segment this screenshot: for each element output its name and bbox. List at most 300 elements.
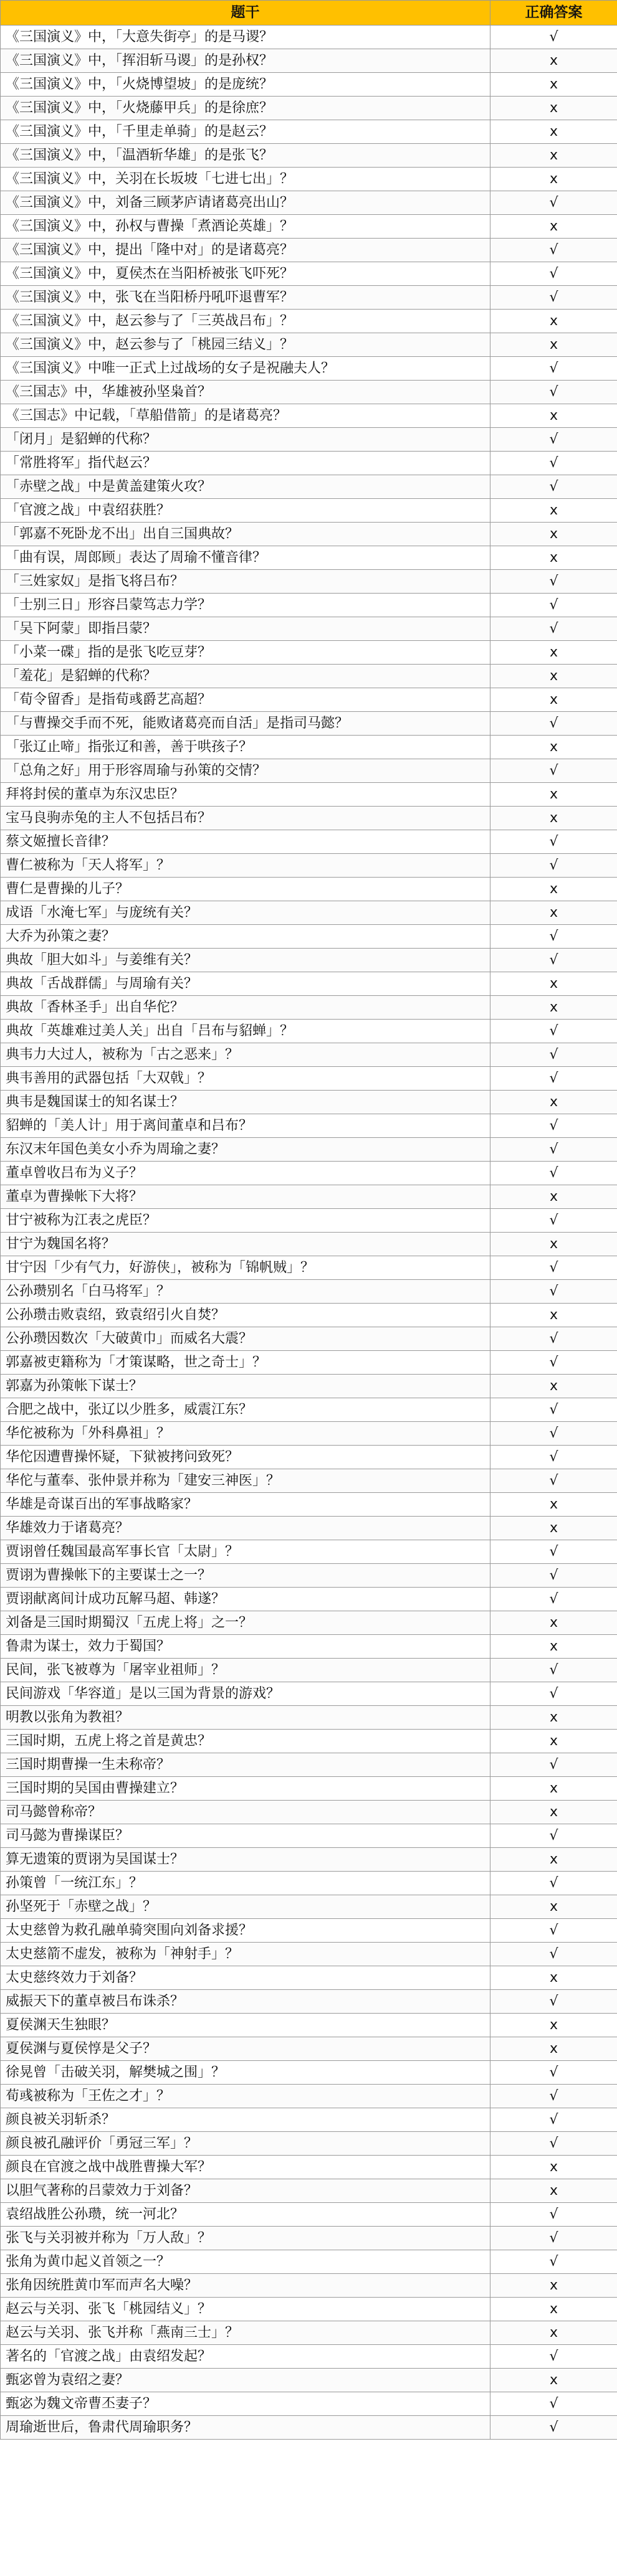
- question-cell: 典故「胆大如斗」与姜维有关？: [1, 949, 490, 972]
- question-cell: 「士别三日」形容吕蒙笃志力学？: [1, 594, 490, 617]
- question-cell: 明教以张角为教祖？: [1, 1706, 490, 1730]
- table-row: [1, 594, 617, 617]
- table-row: [1, 1848, 617, 1872]
- question-cell: 《三国志》中记载，「草船借箭」的是诸葛亮？: [1, 404, 490, 428]
- question-cell: 颜良被关羽斩杀？: [1, 2108, 490, 2132]
- answer-cell: x: [490, 2321, 617, 2345]
- table-row: [1, 2061, 617, 2085]
- question-cell: 著名的「官渡之战」由袁绍发起？: [1, 2345, 490, 2369]
- table-row: [1, 144, 617, 168]
- answer-cell: x: [490, 996, 617, 1020]
- answer-cell: √: [490, 26, 617, 49]
- answer-cell: x: [490, 1635, 617, 1659]
- table-row: [1, 452, 617, 475]
- table-row: [1, 381, 617, 404]
- answer-cell: √: [490, 239, 617, 262]
- answer-cell: √: [490, 617, 617, 641]
- question-cell: 「荀令留香」是指荀彧爵艺高超？: [1, 688, 490, 712]
- table-row: [1, 1659, 617, 1682]
- answer-cell: √: [490, 1469, 617, 1493]
- table-row: [1, 404, 617, 428]
- table-row: [1, 1398, 617, 1422]
- question-cell: 甄宓为魏文帝曹丕妻子？: [1, 2392, 490, 2416]
- table-row: [1, 1351, 617, 1375]
- table-row: [1, 2014, 617, 2037]
- table-row: [1, 2250, 617, 2274]
- question-cell: 甄宓曾为袁绍之妻？: [1, 2369, 490, 2392]
- question-cell: 颜良被孔融评价「勇冠三军」？: [1, 2132, 490, 2156]
- table-row: [1, 878, 617, 901]
- table-row: [1, 949, 617, 972]
- table-row: [1, 215, 617, 239]
- table-row: [1, 1185, 617, 1209]
- question-cell: 公孙瓒因数次「大破黄巾」而威名大震？: [1, 1327, 490, 1351]
- answer-cell: √: [490, 1564, 617, 1588]
- table-row: [1, 2156, 617, 2179]
- question-cell: 「闭月」是貂蝉的代称？: [1, 428, 490, 452]
- table-row: [1, 2085, 617, 2108]
- question-cell: 公孙瓒击败袁绍，致袁绍引火自焚？: [1, 1304, 490, 1327]
- question-cell: 《三国演义》中，刘备三顾茅庐请诸葛亮出山？: [1, 191, 490, 215]
- question-cell: 「常胜将军」指代赵云？: [1, 452, 490, 475]
- question-cell: 《三国演义》中，孙权与曹操「煮酒论英雄」？: [1, 215, 490, 239]
- answer-cell: √: [490, 2416, 617, 2440]
- question-cell: 《三国演义》中，「火烧博望坡」的是庞统？: [1, 73, 490, 97]
- question-cell: 威振天下的董卓被吕布诛杀？: [1, 1990, 490, 2014]
- answer-cell: √: [490, 381, 617, 404]
- question-cell: 贾诩献离间计成功瓦解马超、韩遂？: [1, 1588, 490, 1611]
- answer-cell: √: [490, 1209, 617, 1233]
- answer-cell: x: [490, 49, 617, 73]
- table-row: [1, 26, 617, 49]
- answer-cell: √: [490, 2085, 617, 2108]
- answer-cell: x: [490, 2037, 617, 2061]
- table-row: [1, 1162, 617, 1185]
- question-cell: 《三国演义》中唯一正式上过战场的女子是祝融夫人？: [1, 357, 490, 381]
- answer-cell: √: [490, 262, 617, 286]
- answer-cell: √: [490, 1067, 617, 1091]
- answer-cell: √: [490, 1682, 617, 1706]
- table-row: [1, 286, 617, 310]
- table-row: [1, 972, 617, 996]
- question-cell: 《三国演义》中，「温酒斩华雄」的是张飞？: [1, 144, 490, 168]
- table-row: [1, 2132, 617, 2156]
- answer-cell: x: [490, 523, 617, 546]
- answer-cell: √: [490, 1919, 617, 1943]
- table-row: [1, 1493, 617, 1517]
- table-row: [1, 712, 617, 736]
- question-cell: 东汉末年国色美女小乔为周瑜之妻？: [1, 1138, 490, 1162]
- table-row: [1, 641, 617, 665]
- answer-cell: √: [490, 191, 617, 215]
- question-cell: 曹仁是曹操的儿子？: [1, 878, 490, 901]
- answer-cell: x: [490, 73, 617, 97]
- question-cell: 刘备是三国时期蜀汉「五虎上将」之一？: [1, 1611, 490, 1635]
- table-row: [1, 854, 617, 878]
- table-row: [1, 357, 617, 381]
- table-row: [1, 1943, 617, 1966]
- question-cell: 典故「英雄难过美人关」出自「吕布与貂蝉」？: [1, 1020, 490, 1043]
- question-cell: 郭嘉为孙策帐下谋士？: [1, 1375, 490, 1398]
- table-row: [1, 1067, 617, 1091]
- table-row: [1, 570, 617, 594]
- question-cell: 张角因统胜黄巾军而声名大噪？: [1, 2274, 490, 2298]
- question-cell: 《三国志》中，华雄被孙坚枭首？: [1, 381, 490, 404]
- answer-cell: x: [490, 2369, 617, 2392]
- answer-cell: x: [490, 2298, 617, 2321]
- table-row: [1, 1895, 617, 1919]
- table-row: [1, 830, 617, 854]
- answer-cell: √: [490, 1540, 617, 1564]
- answer-cell: √: [490, 1280, 617, 1304]
- answer-cell: x: [490, 1185, 617, 1209]
- question-cell: 「郭嘉不死卧龙不出」出自三国典故？: [1, 523, 490, 546]
- answer-cell: x: [490, 736, 617, 759]
- table-row: [1, 1564, 617, 1588]
- table-row: [1, 1043, 617, 1067]
- answer-cell: x: [490, 1517, 617, 1540]
- question-cell: 太史慈终效力于刘备？: [1, 1966, 490, 1990]
- question-cell: 太史慈曾为救孔融单骑突围向刘备求援？: [1, 1919, 490, 1943]
- answer-cell: √: [490, 2392, 617, 2416]
- question-cell: 典韦力大过人，被称为「古之恶来」？: [1, 1043, 490, 1067]
- answer-cell: √: [490, 2203, 617, 2227]
- question-cell: 《三国演义》中，「火烧藤甲兵」的是徐庶？: [1, 97, 490, 120]
- header-row: [1, 1, 617, 26]
- table-row: [1, 49, 617, 73]
- question-cell: 「赤壁之战」中是黄盖建策火攻？: [1, 475, 490, 499]
- question-cell: 三国时期曹操一生未称帝？: [1, 1753, 490, 1777]
- answer-cell: x: [490, 546, 617, 570]
- question-cell: 貂蝉的「美人计」用于离间董卓和吕布？: [1, 1114, 490, 1138]
- question-cell: 孙坚死于「赤壁之战」？: [1, 1895, 490, 1919]
- table-row: [1, 1611, 617, 1635]
- question-cell: 荀彧被称为「王佐之才」？: [1, 2085, 490, 2108]
- table-row: [1, 1375, 617, 1398]
- table-row: [1, 1280, 617, 1304]
- table-row: [1, 1682, 617, 1706]
- question-cell: 太史慈箭不虚发，被称为「神射手」？: [1, 1943, 490, 1966]
- answer-cell: x: [490, 783, 617, 807]
- answer-cell: √: [490, 2250, 617, 2274]
- answer-cell: √: [490, 2345, 617, 2369]
- question-cell: 孙策曾「一统江东」？: [1, 1872, 490, 1895]
- table-row: [1, 1469, 617, 1493]
- table-row: [1, 617, 617, 641]
- answer-cell: √: [490, 1327, 617, 1351]
- answer-cell: x: [490, 144, 617, 168]
- table-row: [1, 191, 617, 215]
- answer-cell: √: [490, 1588, 617, 1611]
- question-cell: 以胆气著称的吕蒙效力于刘备？: [1, 2179, 490, 2203]
- question-cell: 三国时期，五虎上将之首是黄忠？: [1, 1730, 490, 1753]
- question-cell: 司马懿为曹操谋臣？: [1, 1824, 490, 1848]
- answer-cell: x: [490, 1801, 617, 1824]
- answer-cell: √: [490, 2227, 617, 2250]
- answer-cell: x: [490, 1848, 617, 1872]
- answer-cell: √: [490, 759, 617, 783]
- answer-cell: √: [490, 1138, 617, 1162]
- question-cell: 《三国演义》中，张飞在当阳桥丹吼吓退曹军？: [1, 286, 490, 310]
- answer-cell: x: [490, 1304, 617, 1327]
- answer-cell: x: [490, 2156, 617, 2179]
- question-cell: 「张辽止啼」指张辽和善，善于哄孩子？: [1, 736, 490, 759]
- table-row: [1, 1327, 617, 1351]
- question-cell: 袁绍战胜公孙瓒，统一河北？: [1, 2203, 490, 2227]
- table-row: [1, 546, 617, 570]
- answer-cell: √: [490, 1753, 617, 1777]
- table-row: [1, 1588, 617, 1611]
- question-cell: 华雄效力于诸葛亮？: [1, 1517, 490, 1540]
- question-cell: 典韦善用的武器包括「大双戟」？: [1, 1067, 490, 1091]
- question-cell: 《三国演义》中，关羽在长坂坡「七进七出」？: [1, 168, 490, 191]
- answer-cell: √: [490, 1398, 617, 1422]
- table-row: [1, 1990, 617, 2014]
- table-row: [1, 262, 617, 286]
- answer-cell: √: [490, 1990, 617, 2014]
- answer-cell: x: [490, 168, 617, 191]
- question-cell: 「官渡之战」中袁绍获胜？: [1, 499, 490, 523]
- table-row: [1, 73, 617, 97]
- table-row: [1, 1256, 617, 1280]
- answer-cell: √: [490, 925, 617, 949]
- question-cell: 「三姓家奴」是指飞将吕布？: [1, 570, 490, 594]
- question-cell: 周瑜逝世后，鲁肃代周瑜职务？: [1, 2416, 490, 2440]
- answer-cell: √: [490, 1659, 617, 1682]
- table-row: [1, 2203, 617, 2227]
- question-cell: 「小菜一碟」指的是张飞吃豆芽？: [1, 641, 490, 665]
- question-cell: 民间，张飞被尊为「屠宰业祖师」？: [1, 1659, 490, 1682]
- answer-cell: x: [490, 2179, 617, 2203]
- question-cell: 张角为黄巾起义首领之一？: [1, 2250, 490, 2274]
- table-row: [1, 2274, 617, 2298]
- table-row: [1, 1304, 617, 1327]
- question-cell: 华佗与董奉、张仲景并称为「建安三神医」？: [1, 1469, 490, 1493]
- table-row: [1, 2345, 617, 2369]
- answer-cell: x: [490, 641, 617, 665]
- table-header: [1, 1, 617, 26]
- answer-cell: √: [490, 428, 617, 452]
- table-row: [1, 2298, 617, 2321]
- table-row: [1, 1706, 617, 1730]
- question-cell: 《三国演义》中，赵云参与了「桃园三结义」？: [1, 333, 490, 357]
- answer-cell: √: [490, 1114, 617, 1138]
- question-cell: 「总角之好」用于形容周瑜与孙策的交情？: [1, 759, 490, 783]
- answer-cell: √: [490, 830, 617, 854]
- table-row: [1, 1919, 617, 1943]
- answer-cell: x: [490, 97, 617, 120]
- question-cell: 大乔为孙策之妻？: [1, 925, 490, 949]
- answer-cell: √: [490, 452, 617, 475]
- question-cell: 《三国演义》中，「千里走单骑」的是赵云？: [1, 120, 490, 144]
- table-row: [1, 1091, 617, 1114]
- table-row: [1, 1114, 617, 1138]
- table-row: [1, 239, 617, 262]
- answer-cell: √: [490, 594, 617, 617]
- answer-cell: x: [490, 1091, 617, 1114]
- question-cell: 「曲有误，周郎顾」表达了周瑜不懂音律？: [1, 546, 490, 570]
- question-cell: 典故「舌战群儒」与周瑜有关？: [1, 972, 490, 996]
- answer-cell: √: [490, 1351, 617, 1375]
- answer-cell: x: [490, 215, 617, 239]
- table-row: [1, 1801, 617, 1824]
- question-cell: 典韦是魏国谋士的知名谋士？: [1, 1091, 490, 1114]
- table-row: [1, 1020, 617, 1043]
- answer-cell: x: [490, 499, 617, 523]
- question-cell: 徐晃曾「击破关羽，解樊城之围」？: [1, 2061, 490, 2085]
- question-cell: 甘宁被称为江表之虎臣？: [1, 1209, 490, 1233]
- answer-cell: √: [490, 475, 617, 499]
- table-row: [1, 1966, 617, 1990]
- table-row: [1, 1824, 617, 1848]
- question-cell: 三国时期的吴国由曹操建立？: [1, 1777, 490, 1801]
- table-row: [1, 428, 617, 452]
- answer-cell: √: [490, 2108, 617, 2132]
- answer-cell: √: [490, 712, 617, 736]
- table-row: [1, 333, 617, 357]
- answer-cell: √: [490, 854, 617, 878]
- answer-cell: x: [490, 1895, 617, 1919]
- question-cell: 宝马良驹赤兔的主人不包括吕布？: [1, 807, 490, 830]
- question-cell: 典故「香林圣手」出自华佗？: [1, 996, 490, 1020]
- answer-cell: x: [490, 665, 617, 688]
- answer-cell: √: [490, 1943, 617, 1966]
- question-cell: 公孙瓒别名「白马将军」？: [1, 1280, 490, 1304]
- question-cell: 华佗因遭曹操怀疑，下狱被拷问致死？: [1, 1446, 490, 1469]
- answer-cell: √: [490, 570, 617, 594]
- question-cell: 华佗被称为「外科鼻祖」？: [1, 1422, 490, 1446]
- question-cell: 夏侯渊与夏侯惇是父子？: [1, 2037, 490, 2061]
- table-row: [1, 759, 617, 783]
- question-cell: 张飞与关羽被并称为「万人敌」？: [1, 2227, 490, 2250]
- question-cell: 夏侯渊天生独眼？: [1, 2014, 490, 2037]
- answer-cell: x: [490, 404, 617, 428]
- question-cell: 算无遗策的贾诩为吴国谋士？: [1, 1848, 490, 1872]
- answer-cell: √: [490, 286, 617, 310]
- answer-cell: √: [490, 2132, 617, 2156]
- table-row: [1, 2108, 617, 2132]
- table-row: [1, 807, 617, 830]
- table-row: [1, 1422, 617, 1446]
- answer-cell: √: [490, 1872, 617, 1895]
- question-cell: 司马懿曾称帝？: [1, 1801, 490, 1824]
- question-cell: 曹仁被称为「天人将军」？: [1, 854, 490, 878]
- table-row: [1, 1209, 617, 1233]
- question-cell: 董卓曾收吕布为义子？: [1, 1162, 490, 1185]
- table-row: [1, 1138, 617, 1162]
- question-cell: 《三国演义》中，「挥泪斩马谡」的是孙权？: [1, 49, 490, 73]
- answer-cell: x: [490, 1611, 617, 1635]
- question-cell: 董卓为曹操帐下大将？: [1, 1185, 490, 1209]
- table-row: [1, 1730, 617, 1753]
- question-cell: 贾诩为曹操帐下的主要谋士之一？: [1, 1564, 490, 1588]
- answer-cell: √: [490, 1162, 617, 1185]
- table-row: [1, 1446, 617, 1469]
- question-cell: 蔡文姬擅长音律？: [1, 830, 490, 854]
- question-cell: 《三国演义》中，赵云参与了「三英战吕布」？: [1, 310, 490, 333]
- table-row: [1, 2179, 617, 2203]
- question-cell: 鲁肃为谋士，效力于蜀国？: [1, 1635, 490, 1659]
- answer-cell: x: [490, 333, 617, 357]
- answer-cell: x: [490, 972, 617, 996]
- table-row: [1, 97, 617, 120]
- table-body: [1, 26, 617, 2440]
- table-row: [1, 736, 617, 759]
- question-cell: 赵云与关羽、张飞并称「燕南三士」？: [1, 2321, 490, 2345]
- question-cell: 「与曹操交手而不死，能败诸葛亮而自活」是指司马懿？: [1, 712, 490, 736]
- answer-cell: x: [490, 878, 617, 901]
- table-row: [1, 2369, 617, 2392]
- answer-cell: √: [490, 357, 617, 381]
- table-row: [1, 1635, 617, 1659]
- question-cell: 《三国演义》中，夏侯杰在当阳桥被张飞吓死？: [1, 262, 490, 286]
- answer-cell: x: [490, 2014, 617, 2037]
- table-row: [1, 901, 617, 925]
- table-row: [1, 1233, 617, 1256]
- answer-cell: √: [490, 2061, 617, 2085]
- table-row: [1, 1540, 617, 1564]
- table-row: [1, 120, 617, 144]
- table-row: [1, 925, 617, 949]
- table-row: [1, 1777, 617, 1801]
- question-cell: 甘宁因「少有气力，好游侠」，被称为「锦帆贼」？: [1, 1256, 490, 1280]
- table-row: [1, 688, 617, 712]
- question-cell: 成语「水淹七军」与庞统有关？: [1, 901, 490, 925]
- table-row: [1, 523, 617, 546]
- answer-cell: x: [490, 1493, 617, 1517]
- answer-cell: x: [490, 1375, 617, 1398]
- question-cell: 拜将封侯的董卓为东汉忠臣？: [1, 783, 490, 807]
- answer-cell: x: [490, 901, 617, 925]
- question-cell: 贾诩曾任魏国最高军事长官「太尉」？: [1, 1540, 490, 1564]
- answer-cell: x: [490, 120, 617, 144]
- question-cell: 甘宁为魏国名将？: [1, 1233, 490, 1256]
- answer-cell: √: [490, 1446, 617, 1469]
- answer-cell: x: [490, 1730, 617, 1753]
- question-cell: 赵云与关羽、张飞「桃园结义」？: [1, 2298, 490, 2321]
- answer-cell: x: [490, 1966, 617, 1990]
- table-row: [1, 1872, 617, 1895]
- table-row: [1, 499, 617, 523]
- answer-cell: √: [490, 1422, 617, 1446]
- answer-cell: √: [490, 1020, 617, 1043]
- question-cell: 民间游戏「华容道」是以三国为背景的游戏？: [1, 1682, 490, 1706]
- answer-cell: x: [490, 310, 617, 333]
- table-row: [1, 996, 617, 1020]
- question-cell: 《三国演义》中，提出「隆中对」的是诸葛亮？: [1, 239, 490, 262]
- answer-cell: x: [490, 807, 617, 830]
- table-row: [1, 2392, 617, 2416]
- question-column-header: 题干: [1, 1, 490, 26]
- question-cell: 华雄是奇谋百出的军事战略家？: [1, 1493, 490, 1517]
- question-cell: 颜良在官渡之战中战胜曹操大军？: [1, 2156, 490, 2179]
- question-cell: 「吴下阿蒙」即指吕蒙？: [1, 617, 490, 641]
- answer-cell: x: [490, 2274, 617, 2298]
- table-row: [1, 2227, 617, 2250]
- table-row: [1, 2321, 617, 2345]
- answer-cell: x: [490, 1706, 617, 1730]
- answer-cell: x: [490, 688, 617, 712]
- table-row: [1, 783, 617, 807]
- question-cell: 合肥之战中，张辽以少胜多，威震江东？: [1, 1398, 490, 1422]
- table-row: [1, 2416, 617, 2440]
- table-row: [1, 1753, 617, 1777]
- question-cell: 郭嘉被吏籍称为「才策谋略，世之奇士」？: [1, 1351, 490, 1375]
- answer-cell: √: [490, 1043, 617, 1067]
- table-row: [1, 168, 617, 191]
- question-cell: 「羞花」是貂蝉的代称？: [1, 665, 490, 688]
- table-row: [1, 1517, 617, 1540]
